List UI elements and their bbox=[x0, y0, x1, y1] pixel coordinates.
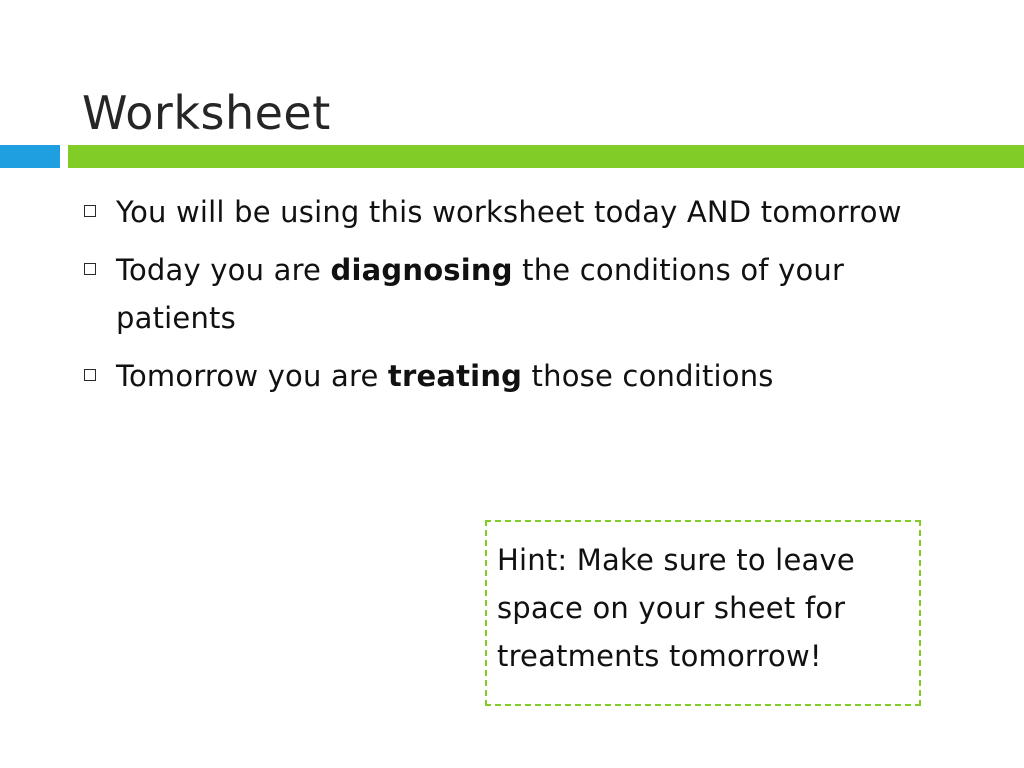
title-rule-blue-segment bbox=[0, 145, 60, 168]
hollow-square-bullet-icon bbox=[84, 369, 96, 381]
hint-text: Hint: Make sure to leave space on your sheet for treatments tomorrow! bbox=[497, 543, 855, 673]
bullet-text: You will be using this worksheet today AND tomorrow bbox=[116, 195, 902, 229]
bullet-text: those conditions bbox=[522, 359, 774, 393]
bullet-item bbox=[82, 352, 962, 400]
bullet-text: the conditions of your patients bbox=[116, 253, 845, 335]
slide-title: Worksheet bbox=[82, 85, 331, 140]
title-rule-green-segment bbox=[68, 145, 1024, 168]
hint-box bbox=[485, 520, 921, 706]
bullet-item bbox=[82, 246, 962, 342]
bullet-text: Today you are bbox=[116, 253, 331, 287]
hollow-square-bullet-icon bbox=[84, 263, 96, 275]
bullet-emphasis: treating bbox=[387, 359, 523, 393]
bullet-text: Tomorrow you are bbox=[116, 359, 388, 393]
bullet-emphasis: diagnosing bbox=[330, 253, 513, 287]
bullet-list bbox=[82, 188, 962, 410]
bullet-item bbox=[82, 188, 962, 236]
hollow-square-bullet-icon bbox=[84, 205, 96, 217]
